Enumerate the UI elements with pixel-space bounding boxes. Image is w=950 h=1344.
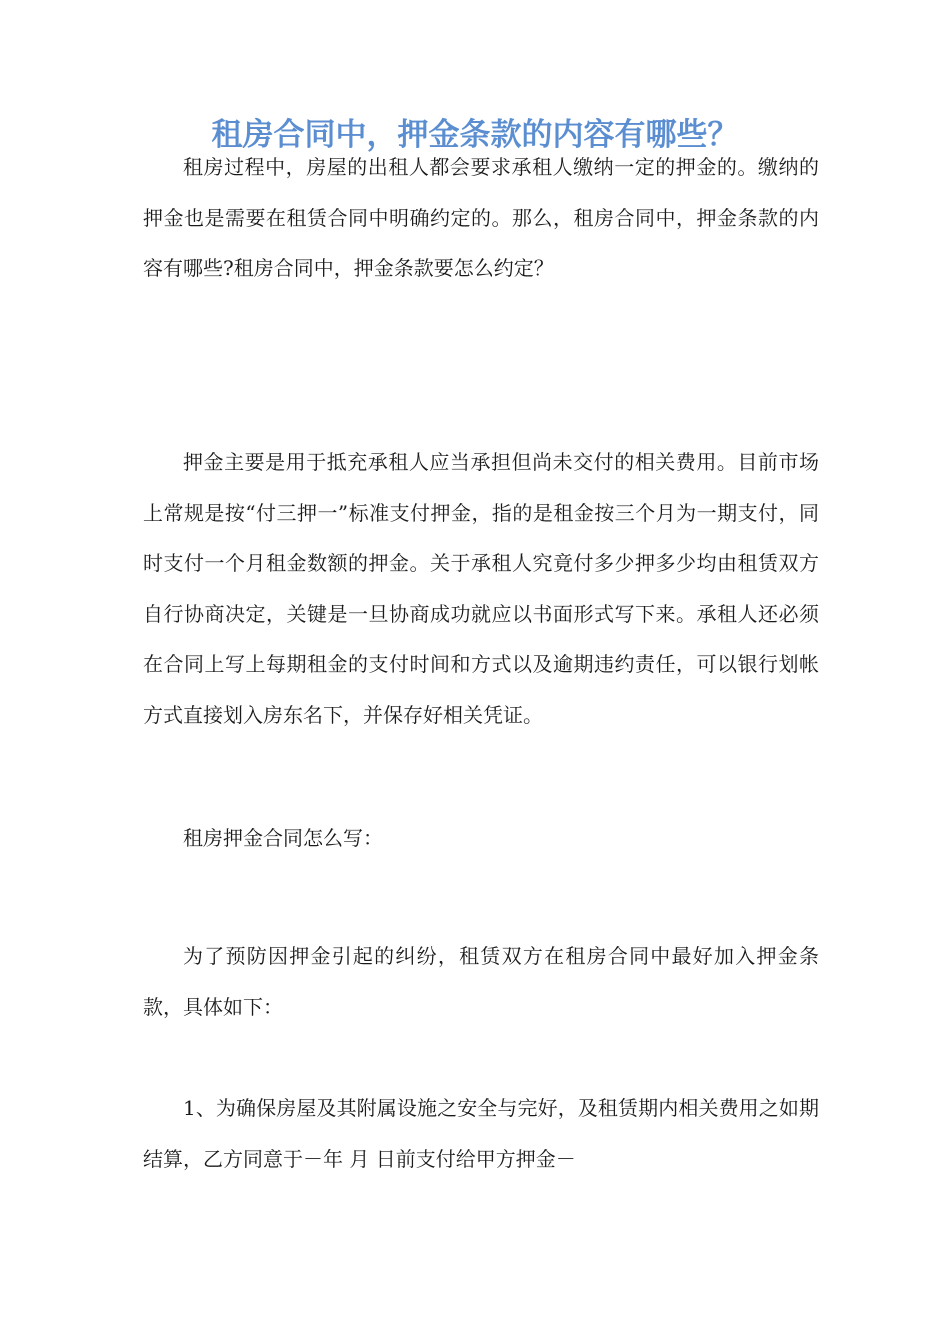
clause-1-paragraph: 1、为确保房屋及其附属设施之安全与完好，及租赁期内相关费用之如期结算，乙方同意于－年 月 日前支付给甲方押金－ xyxy=(143,1096,819,1171)
intro-paragraph: 租房过程中，房屋的出租人都会要求承租人缴纳一定的押金的。缴纳的押金也是需要在租赁合同中明确约定的。那么，租房合同中，押金条款的内容有哪些?租房合同中，押金条款要怎么约定？ xyxy=(143,155,819,280)
deposit-explanation-paragraph: 押金主要是用于抵充承租人应当承担但尚未交付的相关费用。目前市场上常规是按“付三押一”标准支付押金，指的是租金按三个月为一期支付，同时支付一个月租金数额的押金。关于承租人究竟付多少押多少均由租赁双方自行协商决定，关键是一旦协商成功就应以书面形式写下来。承租人还必须在合同上写上每期租金的支付时间和方式以及逾期违约责任，可以银行划帐方式直接划入房东名下，并保存好相关凭证。 xyxy=(143,450,819,727)
document-title: 租房合同中，押金条款的内容有哪些？ xyxy=(211,116,739,153)
section-heading-paragraph: 租房押金合同怎么写： xyxy=(183,826,383,850)
clause-intro-paragraph: 为了预防因押金引起的纠纷，租赁双方在租房合同中最好加入押金条款，具体如下： xyxy=(143,944,819,1019)
